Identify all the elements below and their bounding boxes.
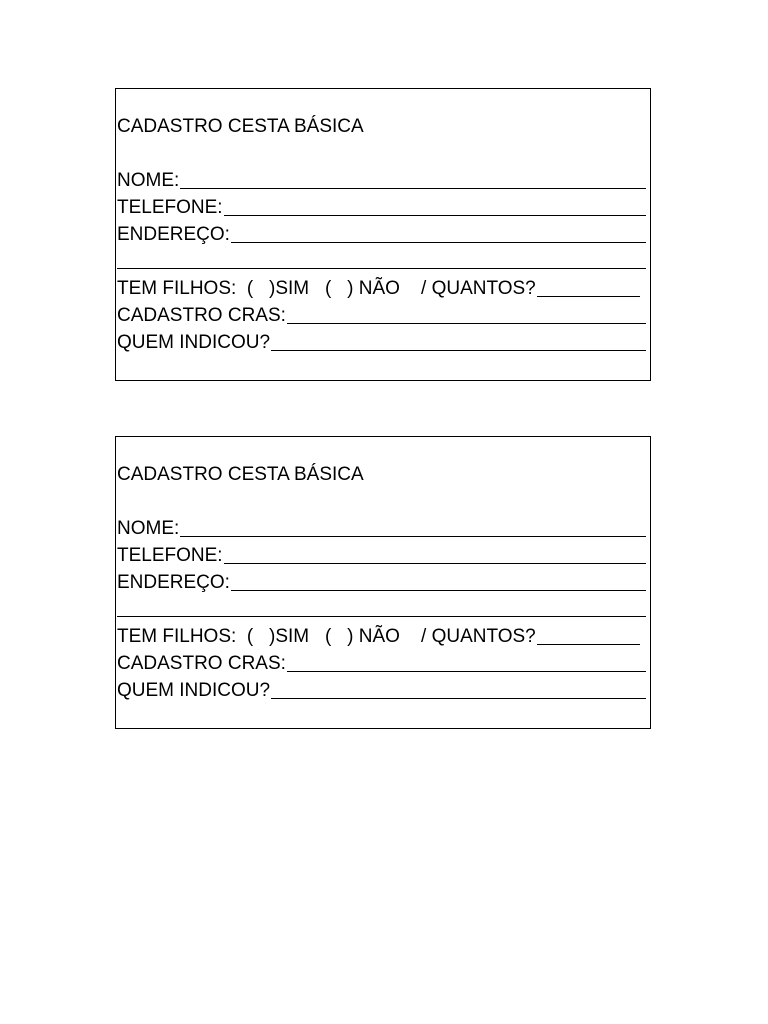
nome-field[interactable] bbox=[117, 518, 646, 540]
endereco-label: ENDEREÇO: bbox=[117, 224, 230, 245]
cras-blank-line[interactable] bbox=[287, 306, 646, 324]
endereco-continuation-line[interactable] bbox=[117, 599, 646, 617]
indicou-label: QUEM INDICOU? bbox=[117, 332, 271, 353]
endereco-field[interactable] bbox=[117, 224, 646, 246]
telefone-blank-line[interactable] bbox=[224, 198, 646, 216]
filhos-field[interactable] bbox=[117, 278, 646, 300]
nome-blank-line[interactable] bbox=[180, 171, 646, 189]
nome-blank-line[interactable] bbox=[180, 519, 646, 537]
filhos-label: TEM FILHOS: ( )SIM ( ) NÃO / QUANTOS? bbox=[117, 626, 536, 647]
registration-card-1 bbox=[115, 88, 651, 381]
indicou-label: QUEM INDICOU? bbox=[117, 680, 271, 701]
quantos-blank-line[interactable] bbox=[537, 627, 640, 645]
telefone-label: TELEFONE: bbox=[117, 197, 223, 218]
endereco-blank-line[interactable] bbox=[231, 225, 646, 243]
endereco-continuation-line[interactable] bbox=[117, 251, 646, 269]
quantos-blank-line[interactable] bbox=[537, 279, 640, 297]
nome-label: NOME: bbox=[117, 170, 180, 191]
telefone-label: TELEFONE: bbox=[117, 545, 223, 566]
nome-field[interactable] bbox=[117, 170, 646, 192]
cras-field[interactable] bbox=[117, 305, 646, 327]
cras-label: CADASTRO CRAS: bbox=[117, 305, 286, 326]
telefone-blank-line[interactable] bbox=[224, 546, 646, 564]
cras-label: CADASTRO CRAS: bbox=[117, 653, 286, 674]
filhos-field[interactable] bbox=[117, 626, 646, 648]
card-title: CADASTRO CESTA BÁSICA bbox=[117, 464, 364, 485]
nome-label: NOME: bbox=[117, 518, 180, 539]
cras-blank-line[interactable] bbox=[287, 654, 646, 672]
card-title: CADASTRO CESTA BÁSICA bbox=[117, 116, 364, 137]
indicou-field[interactable] bbox=[117, 680, 646, 702]
telefone-field[interactable] bbox=[117, 197, 646, 219]
indicou-field[interactable] bbox=[117, 332, 646, 354]
indicou-blank-line[interactable] bbox=[271, 681, 646, 699]
endereco-field[interactable] bbox=[117, 572, 646, 594]
endereco-label: ENDEREÇO: bbox=[117, 572, 230, 593]
endereco-blank-line[interactable] bbox=[231, 573, 646, 591]
telefone-field[interactable] bbox=[117, 545, 646, 567]
registration-card-2 bbox=[115, 436, 651, 729]
filhos-label: TEM FILHOS: ( )SIM ( ) NÃO / QUANTOS? bbox=[117, 278, 536, 299]
indicou-blank-line[interactable] bbox=[271, 333, 646, 351]
cras-field[interactable] bbox=[117, 653, 646, 675]
